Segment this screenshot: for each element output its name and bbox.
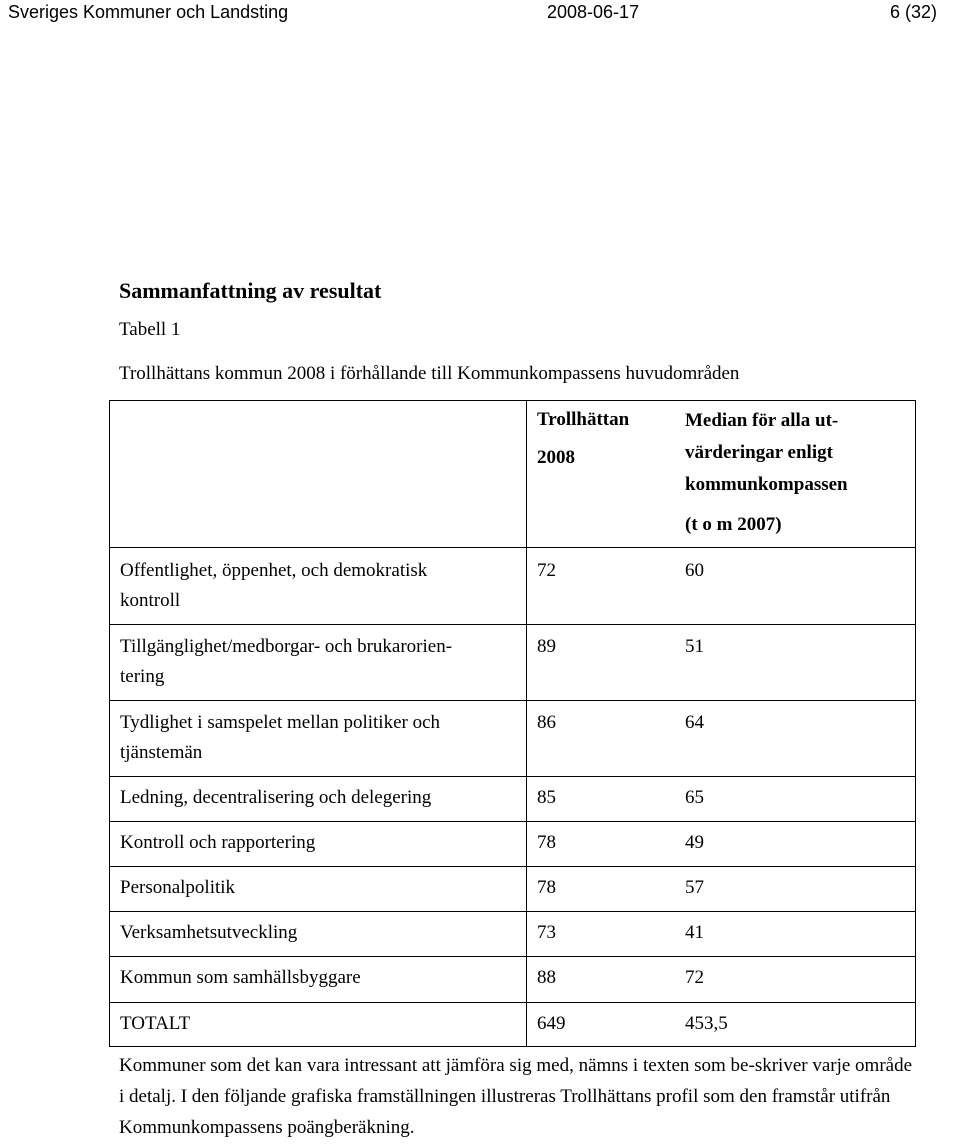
row-label — [110, 625, 527, 701]
table-caption: Trollhättans kommun 2008 i förhållande till Kommunkompassens huvudområden — [119, 363, 740, 384]
header-empty-cell — [110, 401, 527, 548]
row-value-trollhattan: 72 — [527, 548, 676, 625]
table-row — [110, 867, 916, 912]
row-label: Kontroll och rapportering — [110, 822, 527, 867]
header-date: 2008-06-17 — [547, 2, 640, 22]
table-total-row — [110, 1003, 916, 1047]
header-median-line4: (t o m 2007) — [685, 514, 782, 535]
total-label: TOTALT — [110, 1003, 527, 1047]
row-value-median: 65 — [675, 777, 916, 822]
row-label-line2: kontroll — [120, 590, 181, 611]
table-row — [110, 701, 916, 777]
table-row — [110, 548, 916, 625]
header-organization: Sveriges Kommuner och Landsting — [8, 2, 289, 22]
table-row — [110, 822, 916, 867]
row-label: Kommun som samhällsbyggare — [110, 957, 527, 1003]
row-value-median: 51 — [675, 625, 916, 701]
row-value-trollhattan: 85 — [527, 777, 676, 822]
section-title: Sammanfattning av resultat — [119, 278, 382, 303]
row-value-trollhattan: 73 — [527, 912, 676, 957]
results-table — [109, 400, 916, 1047]
row-value-trollhattan: 89 — [527, 625, 676, 701]
header-median-line2: värderingar enligt — [685, 442, 833, 463]
row-value-trollhattan: 86 — [527, 701, 676, 777]
table-row — [110, 777, 916, 822]
row-label-line2: tjänstemän — [120, 742, 203, 763]
row-label-line1: Tillgänglighet/medborgar- och brukarorien- — [120, 636, 453, 657]
table-header-row — [110, 401, 916, 548]
row-value-trollhattan: 88 — [527, 957, 676, 1003]
header-median-line3: kommunkompassen — [685, 474, 848, 495]
total-value-trollhattan: 649 — [527, 1003, 676, 1047]
row-label-line1: Tydlighet i samspelet mellan politiker och — [120, 712, 441, 733]
row-label: Verksamhetsutveckling — [110, 912, 527, 957]
total-value-median: 453,5 — [675, 1003, 916, 1047]
row-label: Personalpolitik — [110, 867, 527, 912]
row-label: Ledning, decentralisering och delegering — [110, 777, 527, 822]
header-median — [675, 401, 916, 548]
row-label — [110, 701, 527, 777]
header-page-number: 6 (32) — [890, 2, 938, 22]
row-label — [110, 548, 527, 625]
table-row — [110, 912, 916, 957]
row-value-median: 41 — [675, 912, 916, 957]
row-value-trollhattan: 78 — [527, 822, 676, 867]
table-row — [110, 625, 916, 701]
table-row — [110, 957, 916, 1003]
row-label-line2: tering — [120, 666, 165, 687]
row-value-median: 64 — [675, 701, 916, 777]
header-trollhattan — [527, 401, 676, 548]
row-value-median: 60 — [675, 548, 916, 625]
header-trollhattan-line2: 2008 — [537, 447, 575, 468]
row-value-median: 72 — [675, 957, 916, 1003]
header-median-line1: Median för alla ut- — [685, 410, 839, 431]
table-label: Tabell 1 — [119, 319, 181, 340]
row-value-median: 49 — [675, 822, 916, 867]
row-label-line1: Offentlighet, öppenhet, och demokratisk — [120, 560, 428, 581]
row-value-median: 57 — [675, 867, 916, 912]
row-value-trollhattan: 78 — [527, 867, 676, 912]
footer-paragraph: Kommuner som det kan vara intressant att jämföra sig med, nämns i texten som be-skriver varje område i detalj. I den följande grafiska framställningen illustreras Trollhättans profil som den framstår utifrån Kommunkompassens poängberäkning. — [119, 1055, 913, 1138]
header-trollhattan-line1: Trollhättan — [537, 409, 630, 430]
